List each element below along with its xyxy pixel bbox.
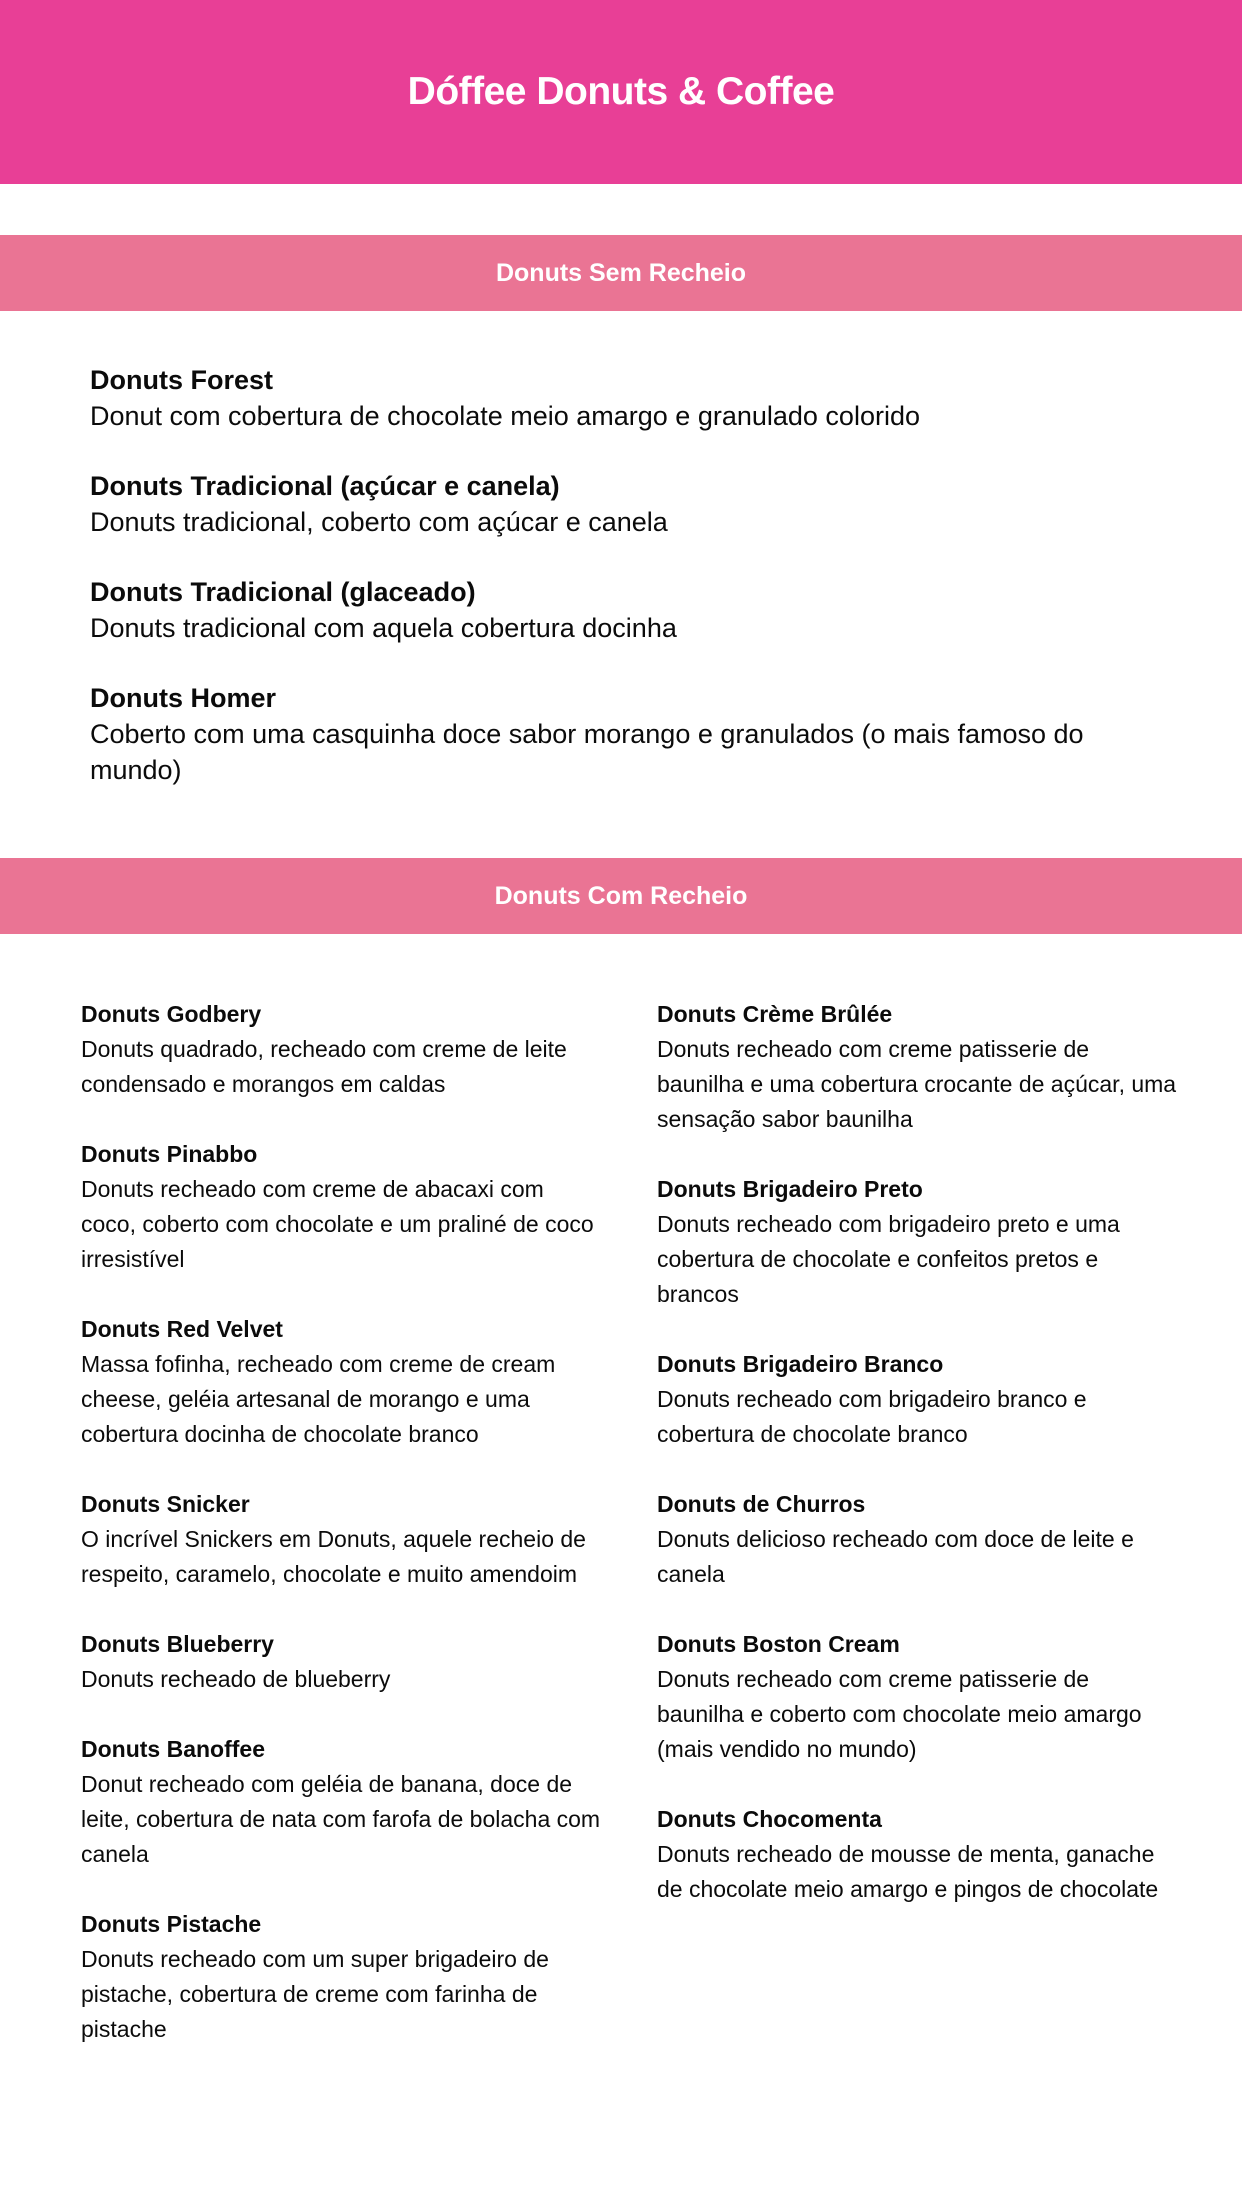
list-item <box>81 997 601 1102</box>
list-item <box>81 1732 601 1872</box>
item-name: Donuts Brigadeiro Branco <box>657 1351 944 1377</box>
item-name: Donuts Banoffee <box>81 1736 265 1762</box>
item-description: O incrível Snickers em Donuts, aquele recheio de respeito, caramelo, chocolate e muito amendoim <box>81 1526 586 1587</box>
section-title-filled: Donuts Com Recheio <box>494 881 748 910</box>
item-name: Donuts Crème Brûlée <box>657 1001 893 1027</box>
list-item <box>81 1137 601 1277</box>
item-description: Massa fofinha, recheado com creme de cream cheese, geléia artesanal de morango e uma cobertura docinha de chocolate branco <box>81 1351 556 1447</box>
section-title-plain: Donuts Sem Recheio <box>495 258 747 287</box>
item-name: Donuts Snicker <box>81 1491 250 1517</box>
item-name: Donuts Red Velvet <box>81 1316 283 1342</box>
filled-donut-column-right <box>657 997 1177 1942</box>
item-description: Donut recheado com geléia de banana, doce de leite, cobertura de nata com farofa de bolacha com canela <box>81 1771 601 1867</box>
item-description: Donuts tradicional com aquela cobertura docinha <box>90 613 677 643</box>
item-description: Donuts tradicional, coberto com açúcar e canela <box>90 507 668 537</box>
item-name: Donuts Tradicional (açúcar e canela) <box>90 471 560 501</box>
item-name: Donuts Pinabbo <box>81 1141 258 1167</box>
list-item <box>81 1487 601 1592</box>
item-description: Donut com cobertura de chocolate meio amargo e granulado colorido <box>90 401 920 431</box>
list-item <box>90 680 1160 788</box>
list-item <box>90 574 1160 646</box>
item-description: Donuts delicioso recheado com doce de leite e canela <box>657 1526 1134 1587</box>
item-description: Donuts recheado com creme patisserie de baunilha e uma cobertura crocante de açúcar, uma sensação sabor baunilha <box>657 1036 1177 1132</box>
item-description: Coberto com uma casquinha doce sabor morango e granulados (o mais famoso do mundo) <box>90 719 1084 785</box>
item-description: Donuts quadrado, recheado com creme de leite condensado e morangos em caldas <box>81 1036 567 1097</box>
item-name: Donuts Chocomenta <box>657 1806 882 1832</box>
list-item <box>657 997 1177 1137</box>
filled-donut-column-left <box>81 997 601 2082</box>
item-description: Donuts recheado com brigadeiro branco e cobertura de chocolate branco <box>657 1386 1087 1447</box>
page-title: Dóffee Donuts & Coffee <box>407 70 835 113</box>
list-item <box>81 1907 601 2047</box>
item-description: Donuts recheado com creme patisserie de baunilha e coberto com chocolate meio amargo (mais vendido no mundo) <box>657 1666 1142 1762</box>
list-item <box>657 1347 1177 1452</box>
item-name: Donuts Blueberry <box>81 1631 274 1657</box>
item-description: Donuts recheado com um super brigadeiro de pistache, cobertura de creme com farinha de pistache <box>81 1946 549 2042</box>
section-header-plain <box>0 235 1242 311</box>
list-item <box>81 1627 601 1697</box>
item-name: Donuts Brigadeiro Preto <box>657 1176 923 1202</box>
list-item <box>657 1802 1177 1907</box>
item-name: Donuts Homer <box>90 683 277 713</box>
list-item <box>81 1312 601 1452</box>
item-name: Donuts Boston Cream <box>657 1631 900 1657</box>
list-item <box>90 468 1160 540</box>
item-description: Donuts recheado de mousse de menta, ganache de chocolate meio amargo e pingos de chocolate <box>657 1841 1159 1902</box>
list-item <box>90 362 1160 434</box>
list-item <box>657 1627 1177 1767</box>
list-item <box>657 1487 1177 1592</box>
item-name: Donuts Tradicional (glaceado) <box>90 577 476 607</box>
item-description: Donuts recheado com creme de abacaxi com coco, coberto com chocolate e um praliné de coco irresistível <box>81 1176 594 1272</box>
plain-donut-list <box>90 362 1160 822</box>
item-name: Donuts Pistache <box>81 1911 262 1937</box>
item-name: Donuts Godbery <box>81 1001 262 1027</box>
list-item <box>657 1172 1177 1312</box>
item-description: Donuts recheado de blueberry <box>81 1666 391 1692</box>
item-name: Donuts de Churros <box>657 1491 866 1517</box>
item-description: Donuts recheado com brigadeiro preto e uma cobertura de chocolate e confeitos pretos e brancos <box>657 1211 1120 1307</box>
page-header <box>0 0 1242 184</box>
section-header-filled <box>0 858 1242 934</box>
item-name: Donuts Forest <box>90 365 274 395</box>
